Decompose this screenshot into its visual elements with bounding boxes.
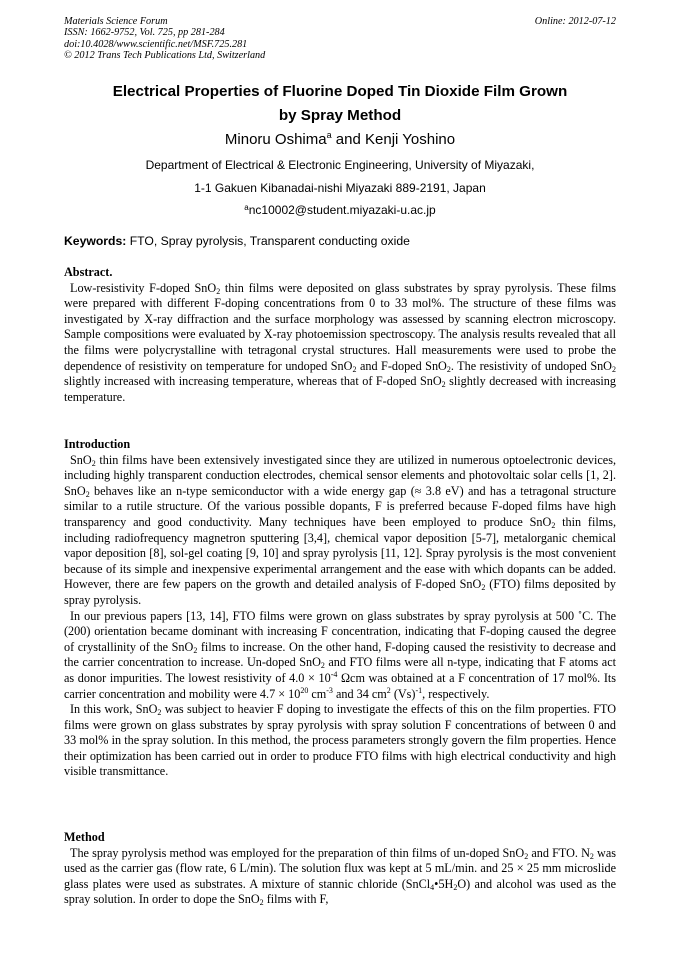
email-line <box>64 199 616 222</box>
body-paragraph: The spray pyrolysis method was employed for the preparation of thin films of un-doped SnO$_2$ and FTO. $N_2$ was used as the carrier gas (flow rate, 6 L/min). The solution flux was kept at 5 mL/min. and 25 × 25 mm microslide glass plates were used as substrates. A mixture of stannic chloride $(SnCl_4•5H_2O)$ and alcohol was used as the spray solution. In order to dope the SnO$_2$ films with F, <box>64 845 617 908</box>
section-heading: Introduction <box>64 437 131 451</box>
affiliation-line: 1-1 Gakuen Kibanadai-nishi Miyazaki 889-2191, Japan <box>194 180 486 195</box>
author-name: Kenji Yoshino <box>365 131 456 148</box>
author-name: Minoru Oshima <box>224 131 327 148</box>
body-paragraph: SnO$_2$ thin films have been extensively investigated since they are utilized in numerous optoelectronic devices, including highly transparent conduction electrodes, chemical sensor elements and photovoltaic solar cells [1, 2]. SnO$_2$ behaves like an n-type semiconductor with a wide energy gap (≈ 3.8 eV) and has a tetragonal structure similar to a rutile structure. Of the various possible dopants, F is preferred because F-doped films have high transparency and good conductivity. Many techniques have been employed to produce SnO$_2$ thin films, including radiofrequency magnetron sputtering [3,4], chemical vapor deposition [5-7], metalorganic chemical vapor deposition [8], sol-gel coating [9, 10] and spray pyrolysis [11, 12]. Spray pyrolysis is the most convenient because of its simple and inexpensive experimental arrangement and the ease with which dopants can be added. However, there are few papers on the growth and detailed analysis of F-doped SnO$_2$ (FTO) films deposited by spray pyrolysis. <box>64 452 617 607</box>
keywords-line <box>64 232 624 250</box>
keywords-text: FTO, Spray pyrolysis, Transparent conducting oxide <box>126 234 410 248</box>
online-date: Online: 2012-07-12 <box>534 16 616 27</box>
keywords-label: Keywords: <box>64 234 127 248</box>
author-list <box>64 129 616 151</box>
author-connector: and <box>331 131 365 148</box>
body-paragraph: In our previous papers [13, 14], FTO films were grown on glass substrates by spray pyrolysis at 500 ˚C. The (200) orientation became dominant with increasing F concentration, indicating that F-doping caused the degree of crystallinity of the SnO$_2$ films to increase. On the other hand, F-doping caused the resistivity to decrease and the carrier concentration to increase. Un-doped SnO$_2$ and FTO films were all n-type, indicating that F atoms act as donor impurities. The lowest resistivity of $4.0 \times 10^{-4}$ Ωcm was obtained at a F concentration of 17 mol%. Its carrier concentration and mobility were $4.7 \times 10^{20}$ $cm^{-3}$ and 34 $cm^2$ $(Vs)^{-1}$, respectively. <box>64 608 617 701</box>
section-heading: Abstract. <box>64 265 113 279</box>
abstract-section <box>64 265 616 405</box>
affiliation-mark: a <box>244 203 249 212</box>
introduction-section <box>64 437 616 780</box>
affiliation-block <box>64 154 616 222</box>
journal-name: Materials Science Forum <box>64 16 168 27</box>
journal-header <box>64 16 616 61</box>
paper-title <box>64 80 616 128</box>
title-line-2: by Spray Method <box>278 107 402 124</box>
affiliation-line: Department of Electrical & Electronic Engineering, University of Miyazaki, <box>145 158 535 172</box>
abstract-paragraph: Low-resistivity F-doped SnO$_2$ thin films were deposited on glass substrates by spray pyrolysis. These films were prepared with different F-doping concentrations from 0 to 33 mol%. The structure of these films was investigated by X-ray diffraction and the surface morphology was assessed by scanning electron microscopy. Sample compositions were evaluated by X-ray photoemission spectroscopy. The analysis results revealed that all the films were polycrystalline with tetragonal crystal structures. Hall measurements were used to probe the dependence of resistivity on temperature for undoped SnO$_2$ and F-doped SnO$_2$. The resistivity of undoped SnO$_2$ slightly increased with increasing temperature, whereas that of F-doped SnO$_2$ slightly decreased with increasing temperature. <box>64 280 616 404</box>
body-paragraph: In this work, SnO$_2$ was subject to heavier F doping to investigate the effects of this on the film properties. FTO films were grown on glass substrates by spray pyrolysis with spray solution F concentrations of between 0 and 33 mol% in the spray solution. In this method, the process parameters strongly govern the film properties. Hence their optimization has been carried out in order to produce FTO films with high electrical conductivity and high visible transmittance. <box>64 702 617 779</box>
title-line-1: Electrical Properties of Fluorine Doped Tin Dioxide Film Grown <box>112 83 568 100</box>
copyright-line: © 2012 Trans Tech Publications Ltd, Switzerland <box>64 49 266 61</box>
issn-line: ISSN: 1662-9752, Vol. 725, pp 281-284 <box>64 27 225 39</box>
doi-line: doi:10.4028/www.scientific.net/MSF.725.281 <box>64 38 248 50</box>
method-section <box>64 830 616 908</box>
affiliation-mark: a <box>326 130 332 140</box>
section-heading: Method <box>64 830 105 844</box>
email-address: nc10002@student.miyazaki-u.ac.jp <box>248 203 436 217</box>
